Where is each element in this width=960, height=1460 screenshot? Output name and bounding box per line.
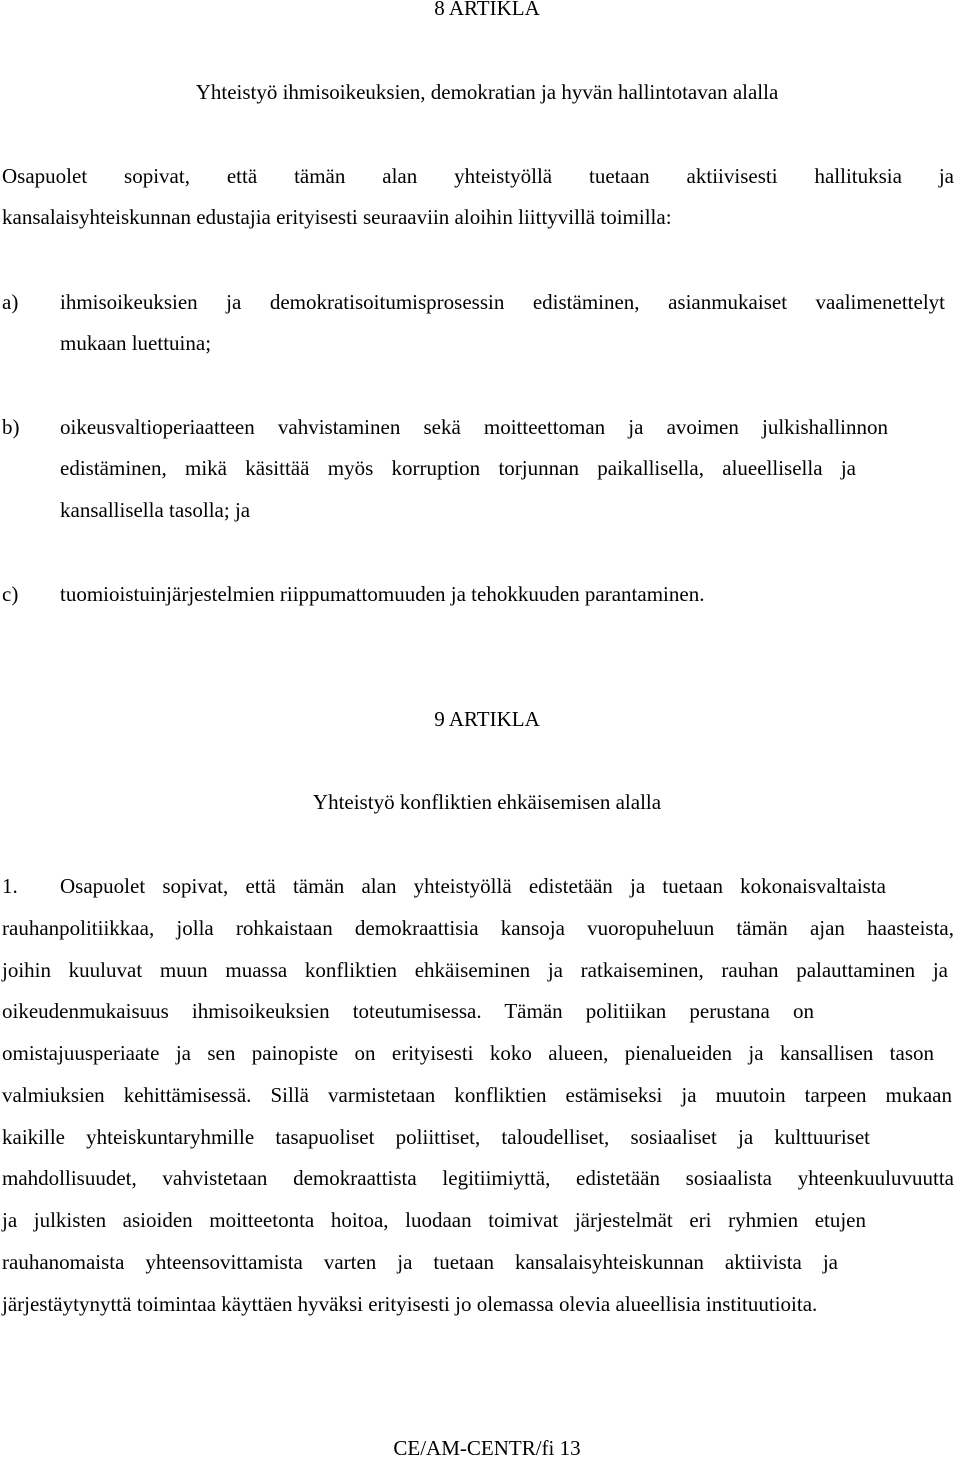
article-9-heading: 9 ARTIKLA	[434, 707, 540, 731]
article-8-title: Yhteistyö ihmisoikeuksien, demokratian ja hyvän hallintotavan alalla	[195, 80, 779, 104]
paragraph-line: omistajuusperiaate ja sen painopiste on erityisesti koko alueen, pienalueiden ja kansallisen tason	[2, 1041, 934, 1065]
list-item-label-b: b)	[2, 415, 20, 439]
article-8-intro-line: kansalaisyhteiskunnan edustajia erityisesti seuraaviin aloihin liittyvillä toimilla:	[2, 205, 672, 229]
paragraph-line: kaikille yhteiskuntaryhmille tasapuoliset poliittiset, taloudelliset, sosiaaliset ja kulttuuriset	[2, 1125, 870, 1149]
paragraph-line: mahdollisuudet, vahvistetaan demokraattista legitiimiyttä, edistetään sosiaalista yhteenkuuluvuutta	[2, 1166, 954, 1190]
list-item-a-line: ihmisoikeuksien ja demokratisoitumisprosessin edistäminen, asianmukaiset vaalimenettelyt	[60, 290, 945, 314]
article-9-title: Yhteistyö konfliktien ehkäisemisen alalla	[312, 790, 662, 814]
paragraph-line: rauhanpolitiikkaa, jolla rohkaistaan demokraattisia kansoja vuoropuheluun tämän ajan haasteista,	[2, 916, 954, 940]
paragraph-line: joihin kuuluvat muun muassa konfliktien ehkäiseminen ja ratkaiseminen, rauhan palauttaminen ja	[2, 958, 948, 982]
list-item-label-a: a)	[2, 290, 19, 314]
paragraph-line: rauhanomaista yhteensovittamista varten ja tuetaan kansalaisyhteiskunnan aktiivista ja	[2, 1250, 838, 1274]
article-8-heading: 8 ARTIKLA	[434, 0, 540, 20]
list-item-b-line: kansallisella tasolla; ja	[60, 498, 251, 522]
list-item-a-line: mukaan luettuina;	[60, 331, 212, 355]
paragraph-line: järjestäytynyttä toimintaa käyttäen hyväksi erityisesti jo olemassa olevia alueellisia instituutioita.	[2, 1292, 818, 1316]
paragraph-line: ja julkisten asioiden moitteetonta hoitoa, luodaan toimivat järjestelmät eri ryhmien etujen	[2, 1208, 866, 1232]
list-item-b-line: edistäminen, mikä käsittää myös korruption torjunnan paikallisella, alueellisella ja	[60, 456, 856, 480]
paragraph-number: 1.	[2, 874, 18, 898]
list-item-b-line: oikeusvaltioperiaatteen vahvistaminen sekä moitteettoman ja avoimen julkishallinnon	[60, 415, 888, 439]
list-item-c-line: tuomioistuinjärjestelmien riippumattomuuden ja tehokkuuden parantaminen.	[60, 582, 705, 606]
list-item-label-c: c)	[2, 582, 19, 606]
page-footer-reference: CE/AM-CENTR/fi 13	[393, 1436, 581, 1460]
paragraph-line: Osapuolet sopivat, että tämän alan yhteistyöllä edistetään ja tuetaan kokonaisvaltaista	[60, 874, 886, 898]
paragraph-line: valmiuksien kehittämisessä. Sillä varmistetaan konfliktien estämiseksi ja muutoin tarpeen mukaan	[2, 1083, 952, 1107]
paragraph-line: oikeudenmukaisuus ihmisoikeuksien toteutumisessa. Tämän politiikan perustana on	[2, 999, 814, 1023]
article-8-intro-line: Osapuolet sopivat, että tämän alan yhteistyöllä tuetaan aktiivisesti hallituksia ja	[2, 164, 954, 188]
